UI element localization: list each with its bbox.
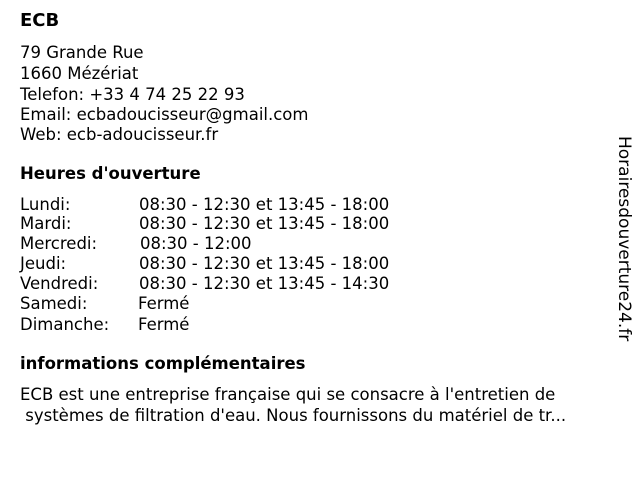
day-label: Dimanche: <box>20 315 110 334</box>
day-label: Mardi: <box>20 214 72 233</box>
day-label: Jeudi: <box>20 254 67 273</box>
hours-value: 08:30 - 12:30 et 13:45 - 14:30 <box>139 274 390 293</box>
hours-row-saturday <box>20 294 580 314</box>
phone-number[interactable]: Telefon: +33 4 74 25 22 93 <box>20 85 245 104</box>
hours-row-wednesday <box>20 234 580 254</box>
address-city: 1660 Mézériat <box>20 64 139 83</box>
day-label: Mercredi: <box>20 234 98 253</box>
hours-value: 08:30 - 12:30 et 13:45 - 18:00 <box>139 254 390 273</box>
hours-row-thursday <box>20 254 580 274</box>
hours-value: 08:30 - 12:30 et 13:45 - 18:00 <box>139 195 390 214</box>
hours-row-friday <box>20 274 580 294</box>
hours-row-monday <box>20 195 580 215</box>
business-name: ECB <box>20 10 60 31</box>
hours-value: 08:30 - 12:00 <box>140 234 252 253</box>
hours-heading: Heures d'ouverture <box>20 164 201 183</box>
email-address[interactable]: Email: ecbadoucisseur@gmail.com <box>20 105 309 124</box>
day-label: Vendredi: <box>20 274 99 293</box>
day-label: Lundi: <box>20 195 71 214</box>
hours-value: 08:30 - 12:30 et 13:45 - 18:00 <box>139 214 390 233</box>
hours-row-sunday <box>20 315 580 335</box>
description-line: ECB est une entreprise française qui se consacre à l'entretien de <box>20 385 556 404</box>
hours-value: Fermé <box>138 294 190 313</box>
description-line: systèmes de filtration d'eau. Nous fournissons du matériel de tr... <box>20 406 567 425</box>
hours-row-tuesday <box>20 214 580 234</box>
info-heading: informations complémentaires <box>20 354 306 373</box>
business-card <box>20 0 600 480</box>
address-street: 79 Grande Rue <box>20 43 144 62</box>
business-description <box>20 384 610 426</box>
website-link[interactable]: Web: ecb-adoucisseur.fr <box>20 125 219 144</box>
day-label: Samedi: <box>20 294 88 313</box>
site-watermark: Horairesdouverture24.fr <box>614 136 634 342</box>
hours-value: Fermé <box>138 315 190 334</box>
